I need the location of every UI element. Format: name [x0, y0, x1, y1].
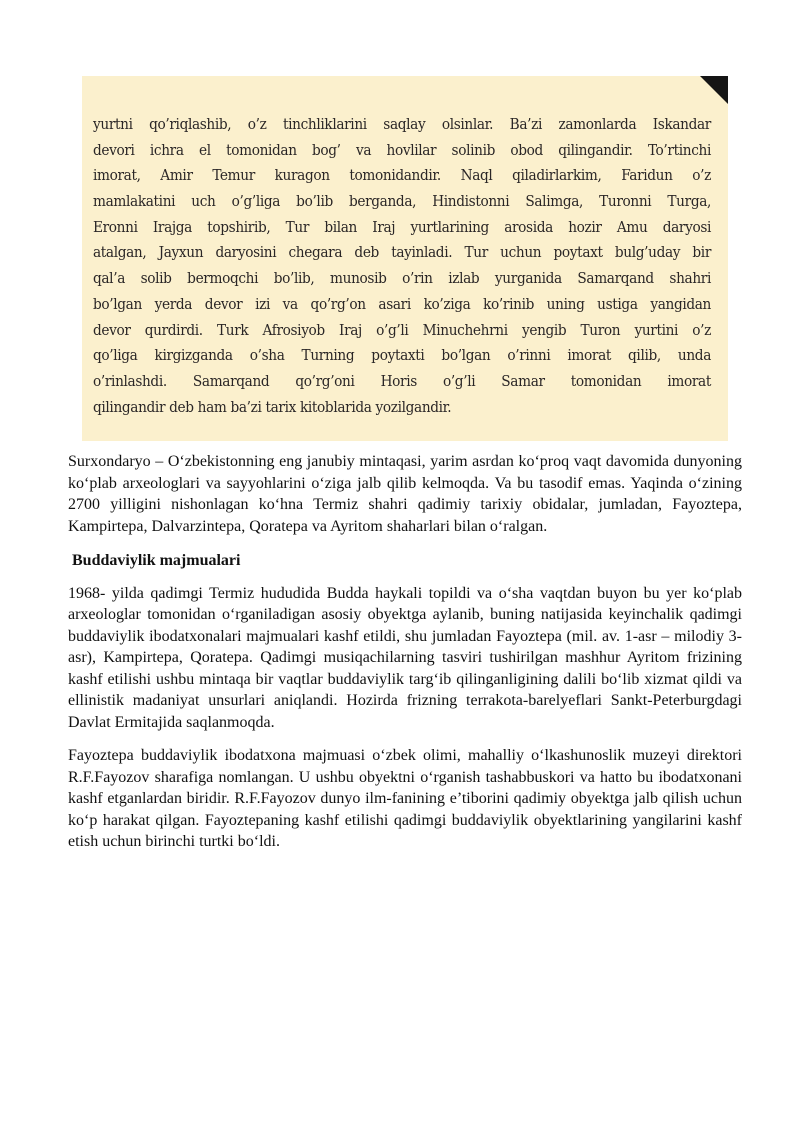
scan-line: bo’lgan yerda devor izi va qo’rg’on asari ko’ziga ko’rinib uning ustiga yangidan: [93, 294, 711, 313]
scan-line: Eronni Irajga topshirib, Tur bilan Iraj yurtlarining arosida hozir Amu daryosi: [93, 217, 711, 236]
scan-text-block: [93, 112, 728, 420]
scan-line: atalgan, Jayxun daryosini chegara deb tayinladi. Tur uchun poytaxt bulg’uday bir: [93, 243, 711, 262]
scan-line: qo’liga kirgizganda o’sha Turning poytaxti bo’lgan o’rinni imorat qilib, unda: [93, 346, 711, 365]
paragraph-spacer: [68, 733, 742, 745]
scan-line: qilingandir deb ham ba’zi tarix kitoblarida yozilgandir.: [93, 397, 452, 416]
scanned-book-excerpt: [82, 76, 728, 441]
scan-line: o’rinlashdi. Samarqand qo’rg’oni Horis o’g’li Samar tomonidan imorat: [93, 371, 711, 390]
scan-line: qal’a solib bermoqchi bo’lib, munosib o’rin izlab yurganida Samarqand shahri: [93, 269, 711, 288]
document-body: [68, 451, 742, 853]
scan-line: devor qurdirdi. Turk Afrosiyob Iraj o’g’li Minuchehrni yengib Turon yurtini o’z: [93, 320, 711, 339]
section-paragraph: Fayoztepa buddaviylik ibodatxona majmuasi o‘zbek olimi, mahalliy o‘lkashunoslik muzeyi direktori R.F.Fayozov sharafiga nomlangan. U ushbu obyektni o‘rganish tashabbuskori va hatto bu ibodatxonani kashf etganlardan biridir. R.F.Fayozov dunyo ilm-fanining e’tiborini qadimiy obyektga jalb qilish uchun ko‘p harakat qilgan. Fayoztepaning kashf etilishi qadimgi buddaviylik obyektlarining yangilarini kashf etish uchun birinchi turtki bo‘ldi.: [68, 747, 742, 850]
scan-line: mamlakatini uch o’g’liga bo’lib berganda, Hindistonni Salimga, Turonni Turga,: [93, 192, 711, 211]
scan-line: yurtni qo’riqlashib, o’z tinchliklarini saqlay olsinlar. Ba’zi zamonlarda Iskandar: [93, 115, 711, 133]
section-paragraph: 1968- yilda qadimgi Termiz hududida Budda haykali topildi va o‘sha vaqtdan buyon bu yer ko‘plab arxeologlar tomonidan o‘rganiladigan asosiy obyektga aylanib, buning natijasida keyinchalik qadimgi buddaviylik ibodatxonalari majmualari kashf etildi, shu jumladan Fayoztepa (mil. av. 1-asr – milodiy 3-asr), Kampirtepa, Qoratepa. Qadimgi musiqachilarning tasviri tushirilgan mashhur Ayritom frizining kashf etilishi ushbu mintaqa bir vaqtlar buddaviylik targ‘ib qilinganligining dalili bo‘lib xizmat qildi va ellinistik madaniyat unsurlari aniqlandi. Hozirda frizning terrakota-barelyeflari Sankt-Peterburgdagi Davlat Ermitajida saqlanmoqda.: [68, 584, 742, 731]
scan-line: imorat, Amir Temur kuragon tomonidandir. Naql qiladirlarkim, Faridun o’z: [93, 166, 711, 185]
intro-paragraph: Surxondaryo – O‘zbekistonning eng janubiy mintaqasi, yarim asrdan ko‘proq vaqt davomida dunyoning ko‘plab arxeologlari va sayyohlarini o‘ziga jalb qilib kelmoqda. Va bu tasodif emas. Yaqinda o‘zining 2700 yilligini nishonlagan ko‘hna Termiz shahri qadimiy tarixiy obidalar, jumladan, Fayoztepa, Kampirtepa, Dalvarzintepa, Qoratepa va Ayritom shaharlari bilan o‘ralgan.: [68, 453, 742, 535]
scan-line: devori ichra el tomonidan bog’ va hovlilar solinib obod qilingandir. To’rtinchi: [93, 140, 711, 159]
page-corner-decoration: [700, 76, 728, 104]
section-heading: Buddaviylik majmualari: [72, 552, 241, 569]
